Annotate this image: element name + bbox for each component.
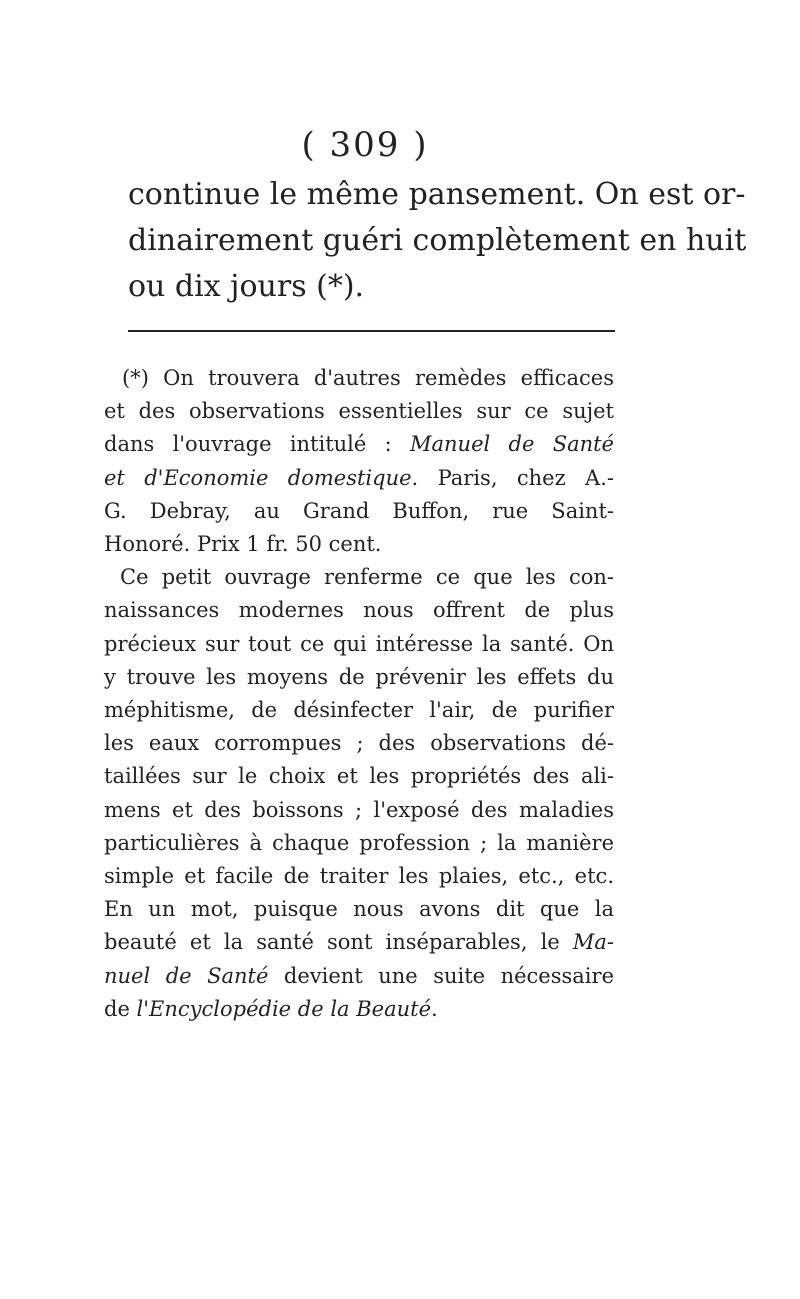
footnote-line: En un mot, puisque nous avons dit que la xyxy=(104,897,614,922)
main-text-line: ou dix jours (*). xyxy=(128,269,365,304)
footnote-line: méphitisme, de désinfecter l'air, de purifier xyxy=(104,698,614,723)
footnote-line xyxy=(104,960,614,993)
footnote-line: G. Debray, au Grand Buffon, rue Saint- xyxy=(104,498,614,523)
footnote-line: les eaux corrompues ; des observations dé- xyxy=(104,731,614,756)
book-title-manuel: Ma- xyxy=(572,930,614,955)
footnote-text: de xyxy=(104,996,137,1021)
footnote-line: particulières à chaque profession ; la manière xyxy=(104,830,614,855)
footnote-line xyxy=(104,926,614,959)
footnote-line: y trouve les moyens de prévenir les effets du xyxy=(104,664,614,689)
main-text-block xyxy=(128,172,747,310)
footnote-text: Ce petit ouvrage renferme ce que les con- xyxy=(120,565,614,590)
footnote-block xyxy=(104,362,614,1026)
book-title-economie: et d'Economie domestique xyxy=(104,465,412,490)
footnote-text: . xyxy=(431,996,438,1021)
footnote-line xyxy=(104,428,614,461)
footnote-line: naissances modernes nous offrent de plus xyxy=(104,598,614,623)
footnote-line xyxy=(104,362,614,395)
footnote-line xyxy=(104,561,614,594)
footnote-line: simple et facile de traiter les plaies, etc., etc. xyxy=(104,864,614,889)
footnote-text: dans l'ouvrage intitulé : xyxy=(104,432,410,457)
footnote-line: mens et des boissons ; l'exposé des maladies xyxy=(104,797,614,822)
footnote-text: beauté et la santé sont inséparables, le xyxy=(104,930,573,955)
footnote-line: et des observations essentielles sur ce sujet xyxy=(104,399,614,424)
footnote-line: précieux sur tout ce qui intéresse la santé. On xyxy=(104,631,614,656)
main-text-line: dinairement guéri complètement en huit xyxy=(128,223,747,258)
footnote-line xyxy=(104,993,614,1026)
footnote-text: devient une suite nécessaire xyxy=(268,963,614,988)
main-text-line: continue le même pansement. On est or- xyxy=(128,177,746,212)
book-title-encyclopedie: l'Encyclopédie de la Beauté xyxy=(136,996,431,1021)
page-number: ( 309 ) xyxy=(301,125,429,165)
footnote-text: . Paris, chez A.- xyxy=(411,465,614,490)
footnote-line: taillées sur le choix et les propriétés des ali- xyxy=(104,764,614,789)
footnote-line xyxy=(104,462,614,495)
footnote-text: (*) On trouvera d'autres remèdes efficaces xyxy=(122,366,614,390)
footnote-separator-rule xyxy=(128,330,615,332)
book-title-manuel: Manuel de Santé xyxy=(410,432,614,457)
book-title-manuel: nuel de Santé xyxy=(104,963,269,988)
footnote-line: Honoré. Prix 1 fr. 50 cent. xyxy=(104,532,382,557)
